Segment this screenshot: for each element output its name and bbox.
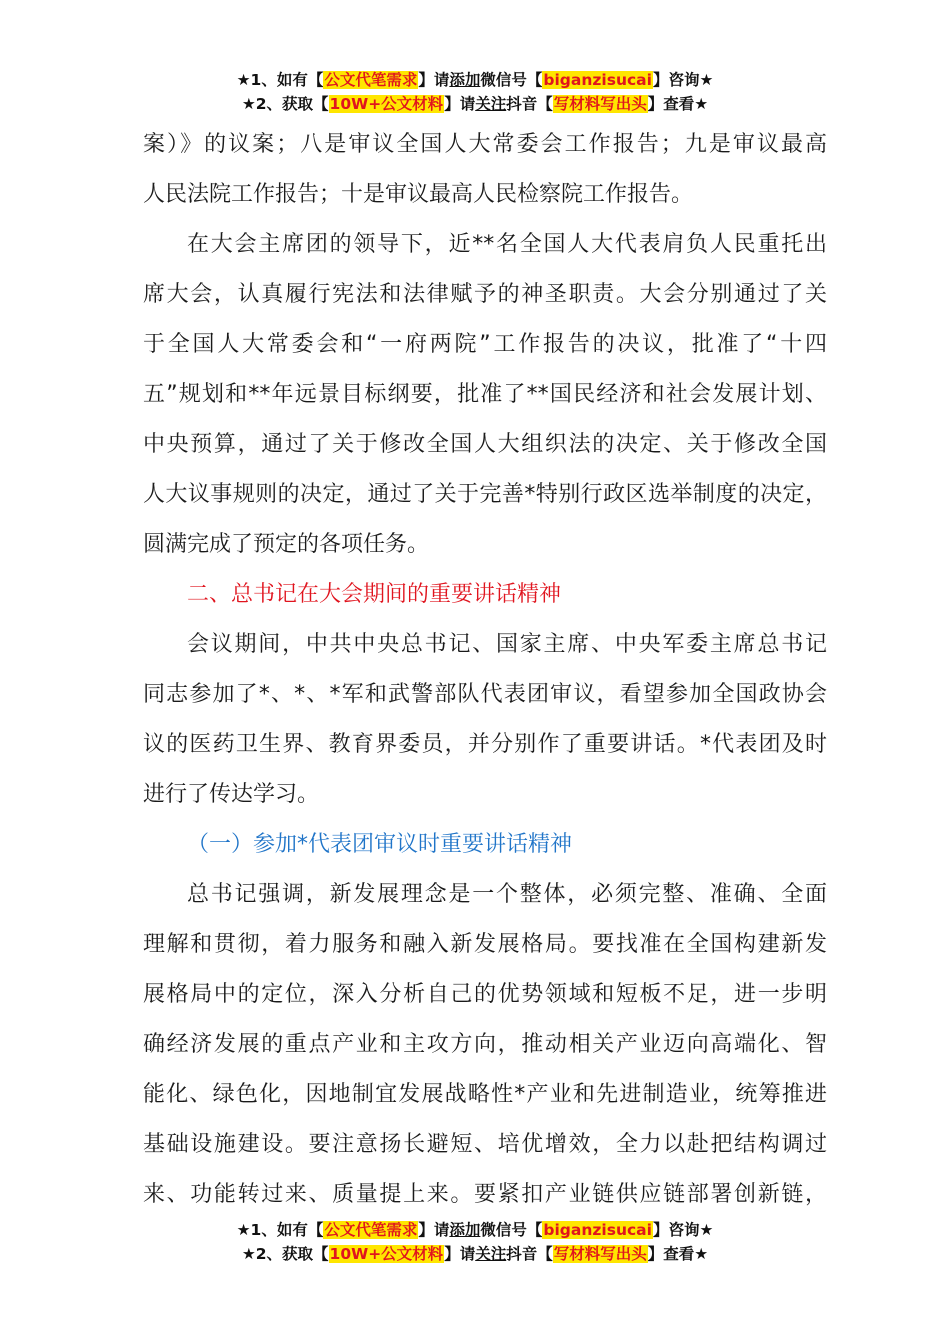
promo-text: ★1、如有【: [236, 1221, 324, 1239]
promo-text: 】咨询★: [652, 71, 714, 89]
document-body: [143, 120, 827, 1220]
promo-text: 微信号【: [480, 71, 543, 89]
paragraph-line: 同志参加了*、*、*军和武警部队代表团审议，看望参加全国政协会: [143, 682, 827, 707]
promo-underlined: 关注: [475, 1245, 507, 1263]
paragraph-line: 进行了传达学习。: [143, 782, 320, 807]
paragraph-line: 圆满完成了预定的各项任务。: [143, 532, 430, 557]
promo-text: 】请: [444, 1245, 476, 1263]
section-heading: 二、总书记在大会期间的重要讲话精神: [187, 582, 562, 607]
promo-banner-top: [0, 68, 950, 116]
paragraph-line: 中央预算，通过了关于修改全国人大组织法的决定、关于修改全国: [143, 432, 827, 457]
promo-highlight: 10W+公文材料: [329, 95, 444, 113]
promo-text: 】请: [444, 95, 476, 113]
promo-line-1: [0, 1218, 950, 1242]
paragraph-line: 席大会，认真履行宪法和法律赋予的神圣职责。大会分别通过了关: [143, 282, 827, 307]
promo-highlight: biganzisucai: [543, 1221, 652, 1239]
paragraph-line: 在大会主席团的领导下，近**名全国人大代表肩负人民重托出: [187, 232, 827, 257]
promo-text: 抖音【: [506, 95, 553, 113]
promo-text: 抖音【: [506, 1245, 553, 1263]
promo-text: 微信号【: [480, 1221, 543, 1239]
paragraph-line: 案）》的议案；八是审议全国人大常委会工作报告；九是审议最高: [143, 132, 827, 157]
promo-text: 】请: [418, 71, 450, 89]
promo-line-2: [0, 1242, 950, 1266]
promo-highlight: 公文代笔需求: [324, 71, 418, 89]
paragraph-line: 展格局中的定位，深入分析自己的优势领域和短板不足，进一步明: [143, 982, 827, 1007]
paragraph-line: 基础设施建设。要注意扬长避短、培优增效，全力以赴把结构调过: [143, 1132, 827, 1157]
promo-highlight: 写材料写出头: [553, 95, 647, 113]
promo-text: ★1、如有【: [236, 71, 324, 89]
paragraph-line: 人大议事规则的决定，通过了关于完善*特别行政区选举制度的决定，: [143, 482, 827, 507]
paragraph-line: 会议期间，中共中央总书记、国家主席、中央军委主席总书记: [187, 632, 827, 657]
promo-text: 】查看★: [647, 1245, 709, 1263]
paragraph-line: 能化、绿色化，因地制宜发展战略性*产业和先进制造业，统筹推进: [143, 1082, 827, 1107]
promo-underlined: 添加: [449, 71, 481, 89]
promo-highlight: biganzisucai: [543, 71, 652, 89]
promo-underlined: 关注: [475, 95, 507, 113]
paragraph-line: 总书记强调，新发展理念是一个整体，必须完整、准确、全面: [187, 882, 827, 907]
paragraph-line: 议的医药卫生界、教育界委员，并分别作了重要讲话。*代表团及时: [143, 732, 827, 757]
promo-text: ★2、获取【: [241, 95, 329, 113]
promo-banner-bottom: [0, 1218, 950, 1266]
promo-highlight: 写材料写出头: [553, 1245, 647, 1263]
promo-highlight: 公文代笔需求: [324, 1221, 418, 1239]
promo-text: 】查看★: [647, 95, 709, 113]
paragraph-line: 于全国人大常委会和“一府两院”工作报告的决议，批准了“十四: [143, 332, 827, 357]
promo-text: 】请: [418, 1221, 450, 1239]
paragraph-line: 理解和贯彻，着力服务和融入新发展格局。要找准在全国构建新发: [143, 932, 827, 957]
paragraph-line: 人民法院工作报告；十是审议最高人民检察院工作报告。: [143, 182, 694, 207]
paragraph-line: 五”规划和**年远景目标纲要，批准了**国民经济和社会发展计划、: [143, 382, 827, 407]
paragraph-line: 确经济发展的重点产业和主攻方向，推动相关产业迈向高端化、智: [143, 1032, 827, 1057]
promo-highlight: 10W+公文材料: [329, 1245, 444, 1263]
paragraph-line: 来、功能转过来、质量提上来。要紧扣产业链供应链部署创新链，: [143, 1182, 827, 1207]
promo-text: 】咨询★: [652, 1221, 714, 1239]
promo-line-1: [0, 68, 950, 92]
promo-text: ★2、获取【: [241, 1245, 329, 1263]
promo-underlined: 添加: [449, 1221, 481, 1239]
promo-line-2: [0, 92, 950, 116]
subsection-heading: （一）参加*代表团审议时重要讲话精神: [187, 832, 573, 857]
